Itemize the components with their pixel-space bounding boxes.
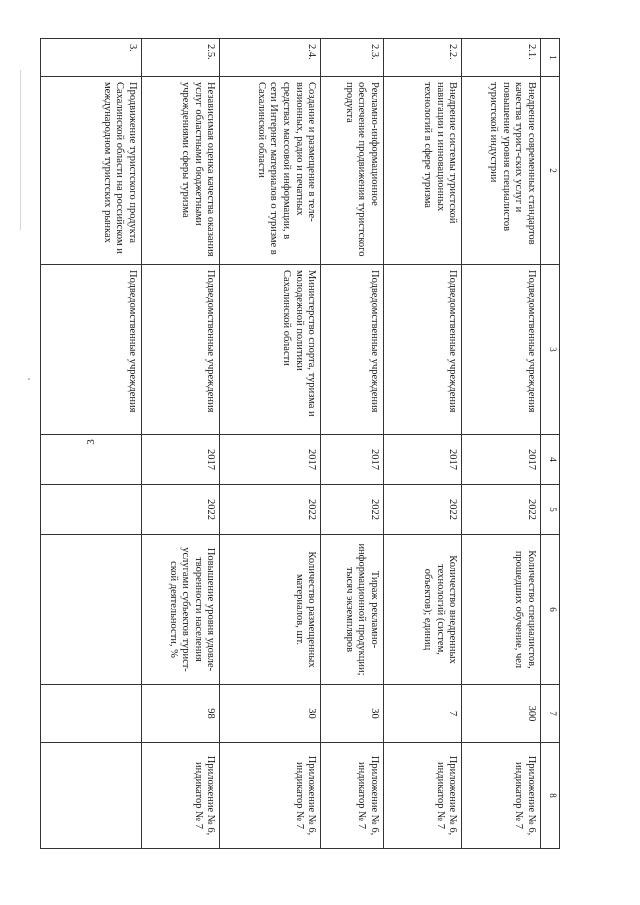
col-header-4: 4	[541, 435, 560, 485]
cell-end-year: 2022	[321, 485, 384, 535]
table-row	[141, 39, 220, 849]
table-row	[383, 39, 462, 849]
cell-indicator: Повышение уровня удовле-творенности населения услугами субъектов турист-ской деятельности, %	[141, 535, 220, 685]
cell-num: 3.	[41, 39, 142, 77]
cell-start-year: 2017	[141, 435, 220, 485]
table-row	[220, 39, 321, 849]
cell-activity: Внедрение современных стандартов качества турист-ских услуг и повышение уровня специалистов туристской индустрии	[462, 77, 541, 265]
cell-activity: Независимая оценка качества оказания услуг областными бюджетными учреждениями сферы туризма	[141, 77, 220, 265]
cell-reference: Приложение № 6, индикатор № 7	[141, 743, 220, 849]
cell-executor: Подведомственные учреждения	[141, 265, 220, 435]
cell-num: 2.3.	[321, 39, 384, 77]
table-row	[321, 39, 384, 849]
cell-activity: Рекламно-информационное обеспечение продвижения туристского продукта	[321, 77, 384, 265]
cell-end-year	[41, 485, 142, 535]
scan-artifact-dot	[28, 378, 30, 380]
col-header-6: 6	[541, 535, 560, 685]
cell-reference: Приложение № 6, индикатор № 7	[383, 743, 462, 849]
col-header-3: 3	[541, 265, 560, 435]
table-row	[41, 39, 142, 849]
cell-start-year	[41, 435, 142, 485]
cell-activity: Создание и размещение в теле-визионных, радио и печатных средствах массовой информации, в сети Интернет материалов о туризме в Сахалинской области	[220, 77, 321, 265]
cell-num: 2.5.	[141, 39, 220, 77]
cell-end-year: 2022	[383, 485, 462, 535]
cell-start-year: 2017	[383, 435, 462, 485]
cell-indicator	[41, 535, 142, 685]
page-number: 3	[84, 439, 97, 445]
scan-artifact-line	[20, 70, 21, 230]
cell-executor: Подведомственные учреждения	[383, 265, 462, 435]
cell-activity: Внедрение системы туристской навигации и инновационных технологий в сфере туризма	[383, 77, 462, 265]
cell-end-year: 2022	[462, 485, 541, 535]
cell-reference	[41, 743, 142, 849]
col-header-5: 5	[541, 485, 560, 535]
program-activities-table	[40, 38, 560, 849]
cell-reference: Приложение № 6, индикатор № 7	[321, 743, 384, 849]
cell-value: 30	[220, 685, 321, 743]
col-header-1: 1	[541, 39, 560, 77]
cell-executor: Министерство спорта, туризма и молодежной политики Сахалинской области	[220, 265, 321, 435]
cell-value: 300	[462, 685, 541, 743]
col-header-2: 2	[541, 77, 560, 265]
cell-executor: Подведомственные учреждения	[321, 265, 384, 435]
cell-value	[41, 685, 142, 743]
col-header-8: 8	[541, 743, 560, 849]
cell-num: 2.1.	[462, 39, 541, 77]
header-row	[541, 39, 560, 849]
cell-end-year: 2022	[141, 485, 220, 535]
cell-start-year: 2017	[462, 435, 541, 485]
cell-value: 30	[321, 685, 384, 743]
cell-start-year: 2017	[220, 435, 321, 485]
cell-indicator: Количество внедренных технологий (систем, объектов); единиц	[383, 535, 462, 685]
cell-num: 2.4.	[220, 39, 321, 77]
col-header-7: 7	[541, 685, 560, 743]
cell-executor: Подведомственные учреждения	[462, 265, 541, 435]
cell-reference: Приложение № 6, индикатор № 7	[462, 743, 541, 849]
cell-indicator: Количество размещенных материалов, шт.	[220, 535, 321, 685]
cell-end-year: 2022	[220, 485, 321, 535]
table-row	[462, 39, 541, 849]
cell-reference: Приложение № 6, индикатор № 7	[220, 743, 321, 849]
cell-num: 2.2.	[383, 39, 462, 77]
cell-indicator: Тираж рекламно-информационной продукции; тысяч экземпляров	[321, 535, 384, 685]
rotated-table-container	[40, 38, 560, 848]
cell-value: 7	[383, 685, 462, 743]
cell-activity: Продвижение туристского продукта Сахалинской области на российском и международном туристских рынках	[41, 77, 142, 265]
cell-indicator: Количество специалистов, прошедших обучение, чел	[462, 535, 541, 685]
cell-executor: Подведомственные учреждения	[41, 265, 142, 435]
cell-value: 98	[141, 685, 220, 743]
cell-start-year: 2017	[321, 435, 384, 485]
